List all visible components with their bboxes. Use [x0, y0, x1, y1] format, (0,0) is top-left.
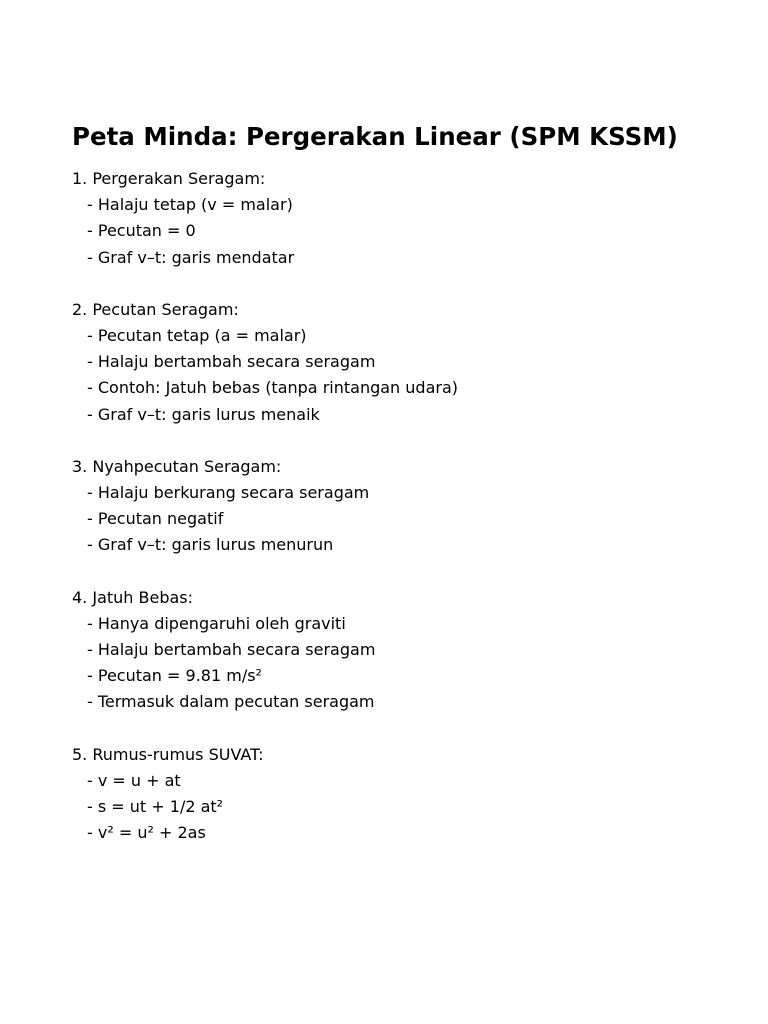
section-5 — [72, 742, 752, 847]
list-item: - v = u + at — [87, 770, 181, 790]
section-heading: 1. Pergerakan Seragam: — [72, 169, 266, 188]
section-1 — [72, 166, 752, 271]
list-item: - Pecutan negatif — [87, 509, 224, 529]
section-2 — [72, 297, 752, 428]
list-item: - Graf v–t: garis lurus menaik — [87, 404, 320, 424]
section-heading: 5. Rumus-rumus SUVAT: — [72, 744, 264, 764]
list-item: - v² = u² + 2as — [87, 823, 206, 843]
section-3 — [72, 454, 752, 559]
list-item: - Graf v–t: garis mendatar — [87, 247, 295, 267]
section-heading: 3. Nyahpecutan Seragam: — [72, 456, 282, 476]
section-heading: 4. Jatuh Bebas: — [72, 587, 194, 607]
list-item: - Termasuk dalam pecutan seragam — [87, 692, 375, 712]
list-item: - Halaju berkurang secara seragam — [87, 483, 370, 503]
list-item: - Pecutan = 9.81 m/s² — [87, 666, 262, 686]
list-item: - Hanya dipengaruhi oleh graviti — [87, 613, 346, 633]
notes-content — [72, 166, 752, 872]
list-item: - Halaju bertambah secara seragam — [87, 640, 376, 660]
list-item: - Pecutan tetap (a = malar) — [87, 326, 307, 346]
section-heading: 2. Pecutan Seragam: — [72, 299, 239, 319]
list-item: - Pecutan = 0 — [87, 221, 196, 241]
list-item: - Halaju tetap (v = malar) — [87, 195, 293, 215]
list-item: - s = ut + 1/2 at² — [87, 797, 224, 817]
list-item: - Graf v–t: garis lurus menurun — [87, 535, 334, 555]
list-item: - Contoh: Jatuh bebas (tanpa rintangan udara) — [87, 378, 458, 398]
page-title: Peta Minda: Pergerakan Linear (SPM KSSM) — [72, 122, 678, 151]
list-item: - Halaju bertambah secara seragam — [87, 352, 376, 372]
section-4 — [72, 585, 752, 716]
